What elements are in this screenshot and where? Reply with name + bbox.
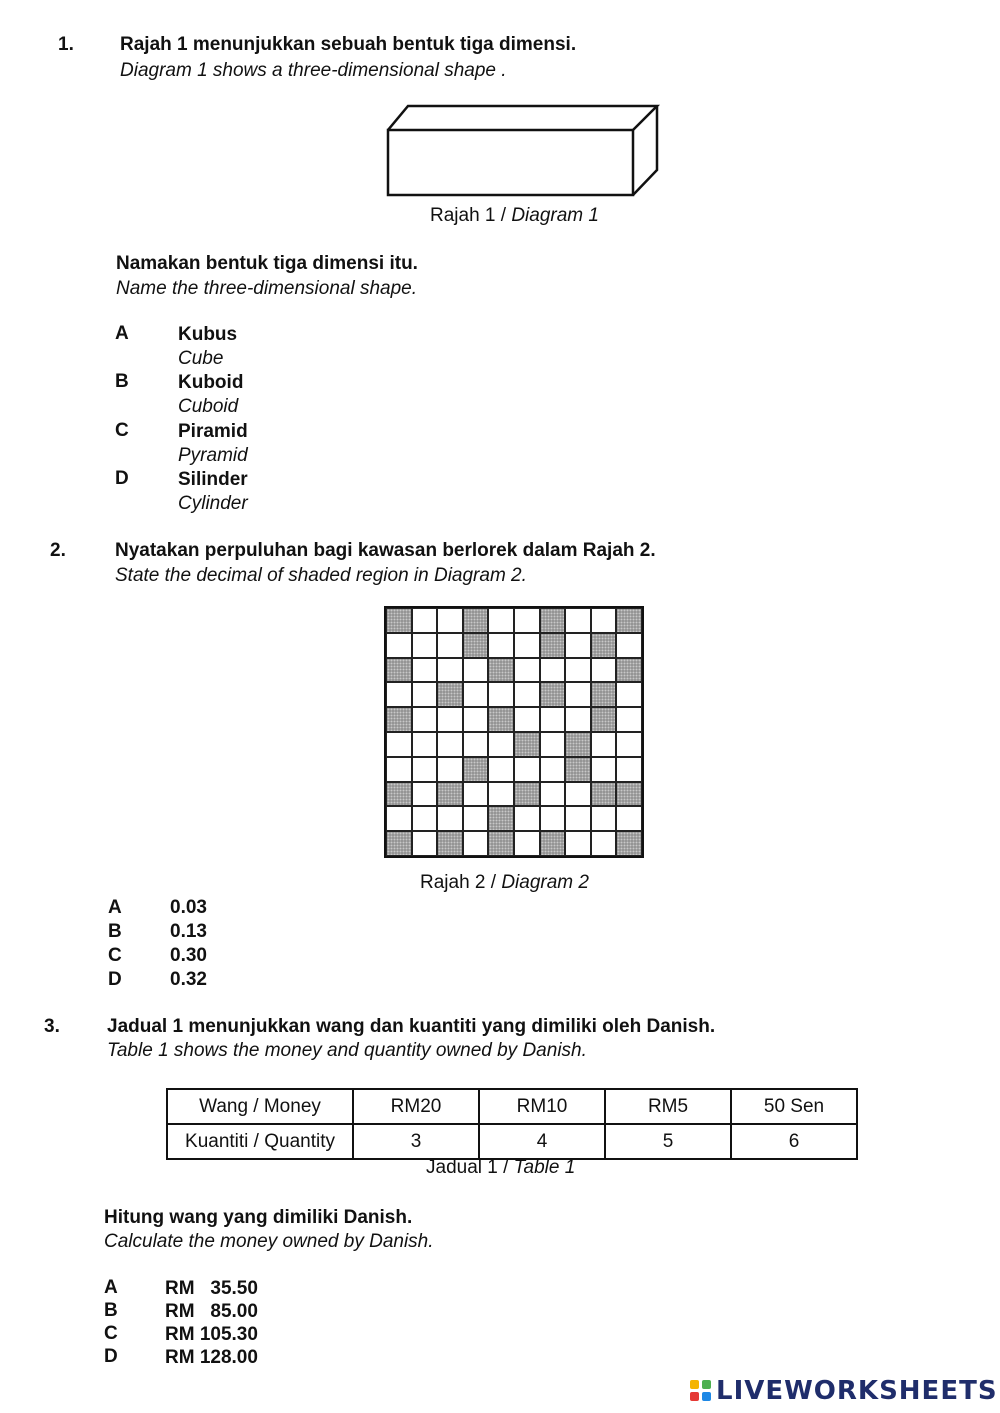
q3-option-c-letter[interactable]: C: [104, 1323, 118, 1344]
grid-cell: [565, 658, 591, 683]
grid-cell: [540, 732, 566, 757]
grid-cell: [488, 633, 514, 658]
grid-cell: [616, 633, 642, 658]
diagram-2-caption: [420, 872, 589, 894]
q3-ask-en: Calculate the money owned by Danish.: [104, 1231, 434, 1252]
grid-cell: [463, 806, 489, 831]
grid-cell: [412, 608, 438, 633]
money-quantity-table: [166, 1088, 858, 1160]
grid-cell: [412, 682, 438, 707]
grid-cell: [437, 658, 463, 683]
q2-option-d-value[interactable]: 0.32: [170, 969, 207, 990]
grid-cell: [514, 707, 540, 732]
grid-cell-shaded: [616, 782, 642, 807]
grid-cell: [514, 831, 540, 856]
grid-cell-shaded: [463, 608, 489, 633]
q1-text-en: Diagram 1 shows a three-dimensional shape .: [120, 60, 507, 81]
grid-cell: [540, 757, 566, 782]
table-row-quantity: [167, 1124, 857, 1159]
grid-cell: [386, 806, 412, 831]
cuboid-diagram: [380, 100, 665, 200]
grid-cell: [437, 707, 463, 732]
grid-cell: [463, 782, 489, 807]
grid-cell: [565, 782, 591, 807]
grid-cell-shaded: [463, 633, 489, 658]
q2-option-b-value[interactable]: 0.13: [170, 921, 207, 942]
q1-option-a-ms[interactable]: Kubus: [178, 324, 238, 345]
grid-cell: [437, 757, 463, 782]
table-cell-money: RM5: [605, 1089, 731, 1124]
grid-cell: [591, 658, 617, 683]
grid-cell: [386, 633, 412, 658]
grid-cell: [565, 633, 591, 658]
grid-cell-shaded: [386, 707, 412, 732]
grid-cell: [540, 707, 566, 732]
grid-cell-shaded: [488, 831, 514, 856]
table-1-caption: [426, 1157, 575, 1179]
grid-cell-shaded: [565, 732, 591, 757]
table-cell-quantity: 6: [731, 1124, 857, 1159]
q3-number: 3.: [44, 1016, 60, 1037]
q3-option-c-value[interactable]: RM 105.30: [165, 1324, 258, 1345]
q3-option-d-letter[interactable]: D: [104, 1346, 118, 1367]
grid-cell-shaded: [616, 831, 642, 856]
grid-cell: [591, 608, 617, 633]
grid-cell-shaded: [386, 608, 412, 633]
q2-option-a-letter[interactable]: A: [108, 897, 122, 918]
q1-option-d-en[interactable]: Cylinder: [178, 493, 248, 514]
table-cell-money: RM10: [479, 1089, 605, 1124]
table-header-quantity: Kuantiti / Quantity: [167, 1124, 353, 1159]
grid-cell-shaded: [386, 782, 412, 807]
grid-cell: [463, 658, 489, 683]
grid-cell: [437, 633, 463, 658]
q1-option-d-ms[interactable]: Silinder: [178, 469, 248, 490]
table-cell-quantity: 4: [479, 1124, 605, 1159]
grid-cell-shaded: [488, 806, 514, 831]
table-cell-quantity: 3: [353, 1124, 479, 1159]
q2-option-b-letter[interactable]: B: [108, 921, 122, 942]
q1-option-d-letter[interactable]: D: [115, 468, 129, 489]
grid-cell: [616, 757, 642, 782]
grid-cell: [412, 732, 438, 757]
grid-cell: [412, 707, 438, 732]
grid-cell: [463, 707, 489, 732]
grid-cell-shaded: [591, 682, 617, 707]
q2-text-ms: Nyatakan perpuluhan bagi kawasan berlorek dalam Rajah 2.: [115, 540, 656, 561]
q1-option-b-letter[interactable]: B: [115, 371, 129, 392]
grid-cell: [463, 831, 489, 856]
q1-option-a-letter[interactable]: A: [115, 323, 129, 344]
q1-option-a-en[interactable]: Cube: [178, 348, 224, 369]
grid-cell: [514, 658, 540, 683]
grid-cell-shaded: [437, 682, 463, 707]
q3-text-ms: Jadual 1 menunjukkan wang dan kuantiti yang dimiliki oleh Danish.: [107, 1016, 716, 1037]
grid-cell: [514, 757, 540, 782]
grid-cell-shaded: [540, 633, 566, 658]
table-1-caption-en: Table 1: [513, 1157, 576, 1178]
q2-text-en: State the decimal of shaded region in Diagram 2.: [115, 565, 527, 586]
grid-cell-shaded: [591, 782, 617, 807]
grid-cell: [540, 782, 566, 807]
grid-cell: [591, 831, 617, 856]
q1-option-c-ms[interactable]: Piramid: [178, 421, 248, 442]
q2-option-d-letter[interactable]: D: [108, 969, 122, 990]
q1-option-b-en[interactable]: Cuboid: [178, 396, 239, 417]
q1-text-ms: Rajah 1 menunjukkan sebuah bentuk tiga dimensi.: [120, 34, 577, 55]
liveworksheets-icon: [690, 1380, 712, 1402]
grid-cell: [412, 806, 438, 831]
shaded-grid-diagram: [384, 606, 644, 858]
q3-ask-ms: Hitung wang yang dimiliki Danish.: [104, 1207, 413, 1228]
grid-cell: [591, 732, 617, 757]
grid-cell: [565, 806, 591, 831]
grid-cell-shaded: [591, 633, 617, 658]
q2-number: 2.: [50, 540, 66, 561]
grid-cell: [591, 806, 617, 831]
q2-option-c-letter[interactable]: C: [108, 945, 122, 966]
grid-cell: [412, 782, 438, 807]
diagram-2-caption-en: Diagram 2: [501, 872, 589, 893]
grid-cell-shaded: [540, 831, 566, 856]
grid-cell-shaded: [616, 608, 642, 633]
grid-cell: [616, 682, 642, 707]
grid-cell: [616, 806, 642, 831]
table-cell-quantity: 5: [605, 1124, 731, 1159]
diagram-1-caption: [430, 205, 599, 227]
table-row-money: [167, 1089, 857, 1124]
q1-ask-en: Name the three-dimensional shape.: [116, 278, 418, 299]
grid-cell: [463, 682, 489, 707]
grid-cell: [488, 682, 514, 707]
grid-cell: [540, 806, 566, 831]
grid-cell-shaded: [386, 658, 412, 683]
grid-cell: [386, 757, 412, 782]
grid-cell: [514, 608, 540, 633]
grid-cell-shaded: [540, 608, 566, 633]
q3-option-b-value[interactable]: RM 85.00: [165, 1301, 258, 1322]
grid-cell: [616, 707, 642, 732]
q3-option-a-value[interactable]: RM 35.50: [165, 1278, 258, 1299]
grid-cell: [514, 633, 540, 658]
grid-cell: [488, 757, 514, 782]
grid-cell: [412, 757, 438, 782]
q1-option-c-letter[interactable]: C: [115, 420, 129, 441]
grid-cell-shaded: [386, 831, 412, 856]
grid-cell: [437, 608, 463, 633]
grid-cell-shaded: [540, 682, 566, 707]
q3-option-a-letter[interactable]: A: [104, 1277, 118, 1298]
grid-cell: [616, 732, 642, 757]
q1-number: 1.: [58, 34, 74, 55]
grid-cell-shaded: [591, 707, 617, 732]
grid-cell-shaded: [488, 658, 514, 683]
grid-cell: [386, 682, 412, 707]
table-cell-money: RM20: [353, 1089, 479, 1124]
grid-cell: [386, 732, 412, 757]
grid-cell-shaded: [616, 658, 642, 683]
grid-cell: [412, 658, 438, 683]
table-header-money: Wang / Money: [167, 1089, 353, 1124]
grid-cell-shaded: [437, 782, 463, 807]
q1-ask-ms: Namakan bentuk tiga dimensi itu.: [116, 253, 418, 274]
grid-cell-shaded: [463, 757, 489, 782]
q2-option-c-value[interactable]: 0.30: [170, 945, 207, 966]
grid-cell: [565, 707, 591, 732]
q1-option-b-ms[interactable]: Kuboid: [178, 372, 244, 393]
grid-cell: [437, 732, 463, 757]
q2-option-a-value[interactable]: 0.03: [170, 897, 207, 918]
diagram-2-caption-ms: Rajah 2 /: [420, 872, 502, 893]
grid-cell: [412, 831, 438, 856]
grid-cell: [540, 658, 566, 683]
q3-option-b-letter[interactable]: B: [104, 1300, 118, 1321]
q3-text-en: Table 1 shows the money and quantity owned by Danish.: [107, 1040, 587, 1061]
grid-cell: [591, 757, 617, 782]
grid-cell: [463, 732, 489, 757]
grid-cell-shaded: [488, 707, 514, 732]
grid-cell-shaded: [437, 831, 463, 856]
diagram-1-caption-ms: Rajah 1 /: [430, 205, 512, 226]
liveworksheets-brand-text: LIVEWORKSHEETS: [716, 1376, 998, 1406]
grid-cell: [514, 806, 540, 831]
diagram-1-caption-en: Diagram 1: [511, 205, 599, 226]
q3-option-d-value[interactable]: RM 128.00: [165, 1347, 258, 1368]
grid-cell: [488, 732, 514, 757]
grid-cell-shaded: [565, 757, 591, 782]
grid-cell: [488, 608, 514, 633]
liveworksheets-logo[interactable]: [690, 1376, 998, 1406]
grid-cell: [488, 782, 514, 807]
grid-cell-shaded: [514, 732, 540, 757]
grid-cell: [514, 682, 540, 707]
table-1-caption-ms: Jadual 1 /: [426, 1157, 514, 1178]
table-cell-money: 50 Sen: [731, 1089, 857, 1124]
grid-cell-shaded: [514, 782, 540, 807]
q1-option-c-en[interactable]: Pyramid: [178, 445, 248, 466]
grid-cell: [565, 831, 591, 856]
grid-cell: [437, 806, 463, 831]
grid-cell: [412, 633, 438, 658]
grid-cell: [565, 682, 591, 707]
grid-cell: [565, 608, 591, 633]
